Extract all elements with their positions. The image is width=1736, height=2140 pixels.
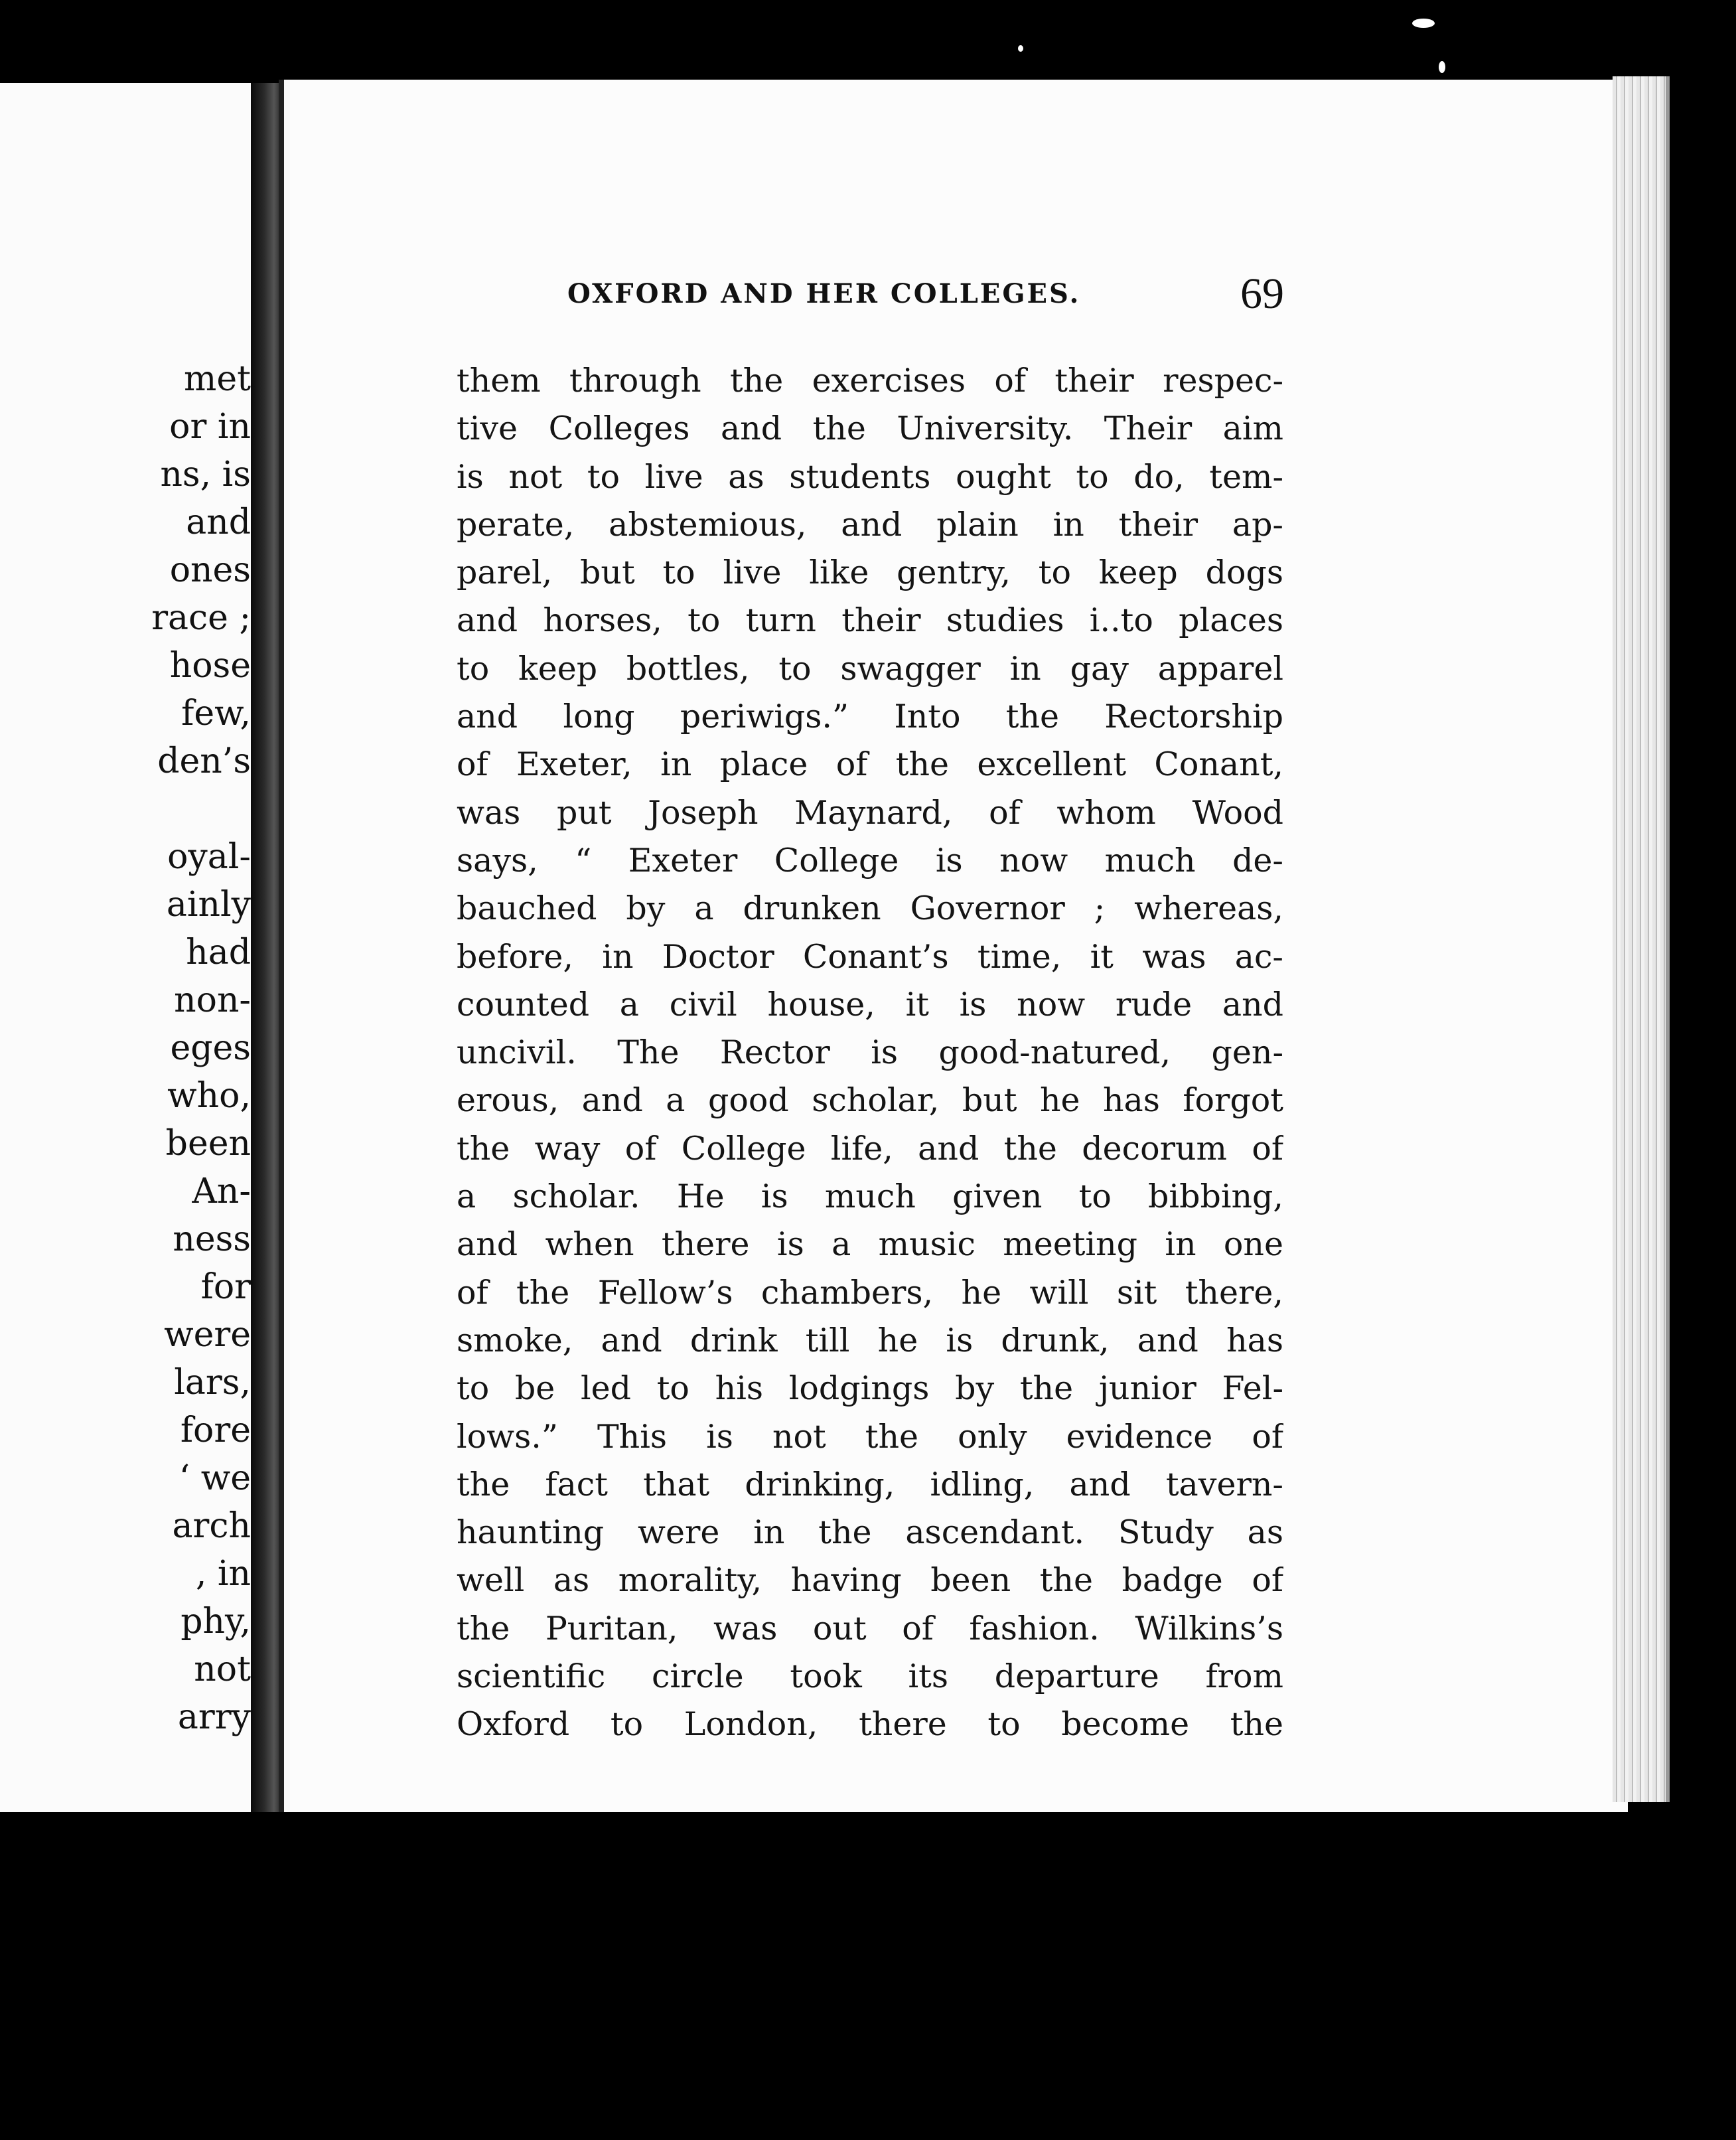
left-page-line: , in [195, 1554, 251, 1594]
text-line: is not to live as students ought to do, tem- [457, 457, 1283, 496]
left-page-line: met [184, 359, 251, 399]
left-page-line: were [164, 1315, 251, 1355]
left-page-line: and [186, 502, 251, 542]
left-page-line: been [165, 1124, 251, 1164]
left-page-line: arch [172, 1506, 251, 1546]
text-line: counted a civil house, it is now rude and [457, 985, 1283, 1024]
left-page-line: lars, [174, 1363, 251, 1403]
left-page-line: arry [177, 1697, 251, 1737]
text-line: the Puritan, was out of fashion. Wilkins’s [457, 1609, 1283, 1647]
text-line: perate, abstemious, and plain in their ap- [457, 505, 1283, 544]
left-page-line: had [186, 933, 251, 972]
text-line: erous, and a good scholar, but he has forgot [457, 1081, 1283, 1120]
text-line: them through the exercises of their respec- [457, 362, 1283, 400]
scan-speck [1412, 19, 1435, 28]
left-page-line: eges [170, 1028, 251, 1068]
text-line: of Exeter, in place of the excellent Conant, [457, 745, 1283, 784]
text-line: scientific circle took its departure from [457, 1657, 1283, 1696]
left-page-line: oyal- [167, 837, 251, 877]
left-page-line: ones [169, 550, 251, 590]
text-line: and when there is a music meeting in one [457, 1225, 1283, 1264]
body-text [457, 357, 1283, 1749]
left-page-line: ‘ we [179, 1458, 251, 1498]
text-line: well as morality, having been the badge of [457, 1561, 1283, 1600]
scan-speck [1439, 61, 1445, 73]
left-page-line: who, [167, 1076, 251, 1116]
left-page-line [151, 785, 251, 833]
left-page-line: fore [180, 1411, 251, 1450]
text-line: and horses, to turn their studies i..to places [457, 601, 1283, 640]
text-line: uncivil. The Rector is good-natured, gen- [457, 1033, 1283, 1072]
running-head: OXFORD AND HER COLLEGES. [567, 278, 1081, 309]
left-page-line: An- [192, 1172, 251, 1211]
left-page-line: for [200, 1267, 251, 1307]
left-page-text [151, 355, 251, 1741]
page-number: 69 [1240, 269, 1284, 318]
text-line: before, in Doctor Conant’s time, it was ac- [457, 937, 1283, 976]
text-line: a scholar. He is much given to bibbing, [457, 1178, 1283, 1216]
scan-speck [1018, 45, 1023, 52]
left-page-line: or in [169, 407, 251, 447]
text-line: tive Colleges and the University. Their aim [457, 410, 1283, 448]
text-line: to be led to his lodgings by the junior Fel- [457, 1369, 1283, 1408]
text-line: the way of College life, and the decorum of [457, 1129, 1283, 1168]
left-page-line: ns, is [160, 455, 251, 495]
text-line: haunting were in the ascendant. Study as [457, 1513, 1283, 1552]
text-line: the fact that drinking, idling, and tavern- [457, 1465, 1283, 1503]
left-page-line: ainly [166, 885, 251, 925]
left-page-line: den’s [157, 741, 251, 781]
text-line: parel, but to live like gentry, to keep dogs [457, 554, 1283, 592]
left-page-line: hose [169, 646, 251, 686]
left-page-line: ness [173, 1219, 251, 1259]
left-page-line: race ; [151, 598, 251, 638]
text-line: to keep bottles, to swagger in gay apparel [457, 649, 1283, 688]
text-line: smoke, and drink till he is drunk, and has [457, 1321, 1283, 1359]
left-page-line: non- [174, 980, 251, 1020]
left-page-line: few, [181, 694, 251, 733]
text-line: says, “ Exeter College is now much de- [457, 841, 1283, 879]
left-page [0, 83, 251, 1812]
text-line: was put Joseph Maynard, of whom Wood [457, 793, 1283, 832]
text-line: bauched by a drunken Governor ; whereas, [457, 889, 1283, 928]
text-line: of the Fellow’s chambers, he will sit there, [457, 1273, 1283, 1312]
text-line: and long periwigs.” Into the Rectorship [457, 698, 1283, 736]
left-page-line: phy, [181, 1602, 251, 1642]
left-page-line: not [194, 1649, 251, 1689]
page-edges [1613, 76, 1670, 1802]
page-header [567, 269, 1284, 322]
text-line: Oxford to London, there to become the [457, 1705, 1283, 1744]
text-line: lows.” This is not the only evidence of [457, 1417, 1283, 1456]
